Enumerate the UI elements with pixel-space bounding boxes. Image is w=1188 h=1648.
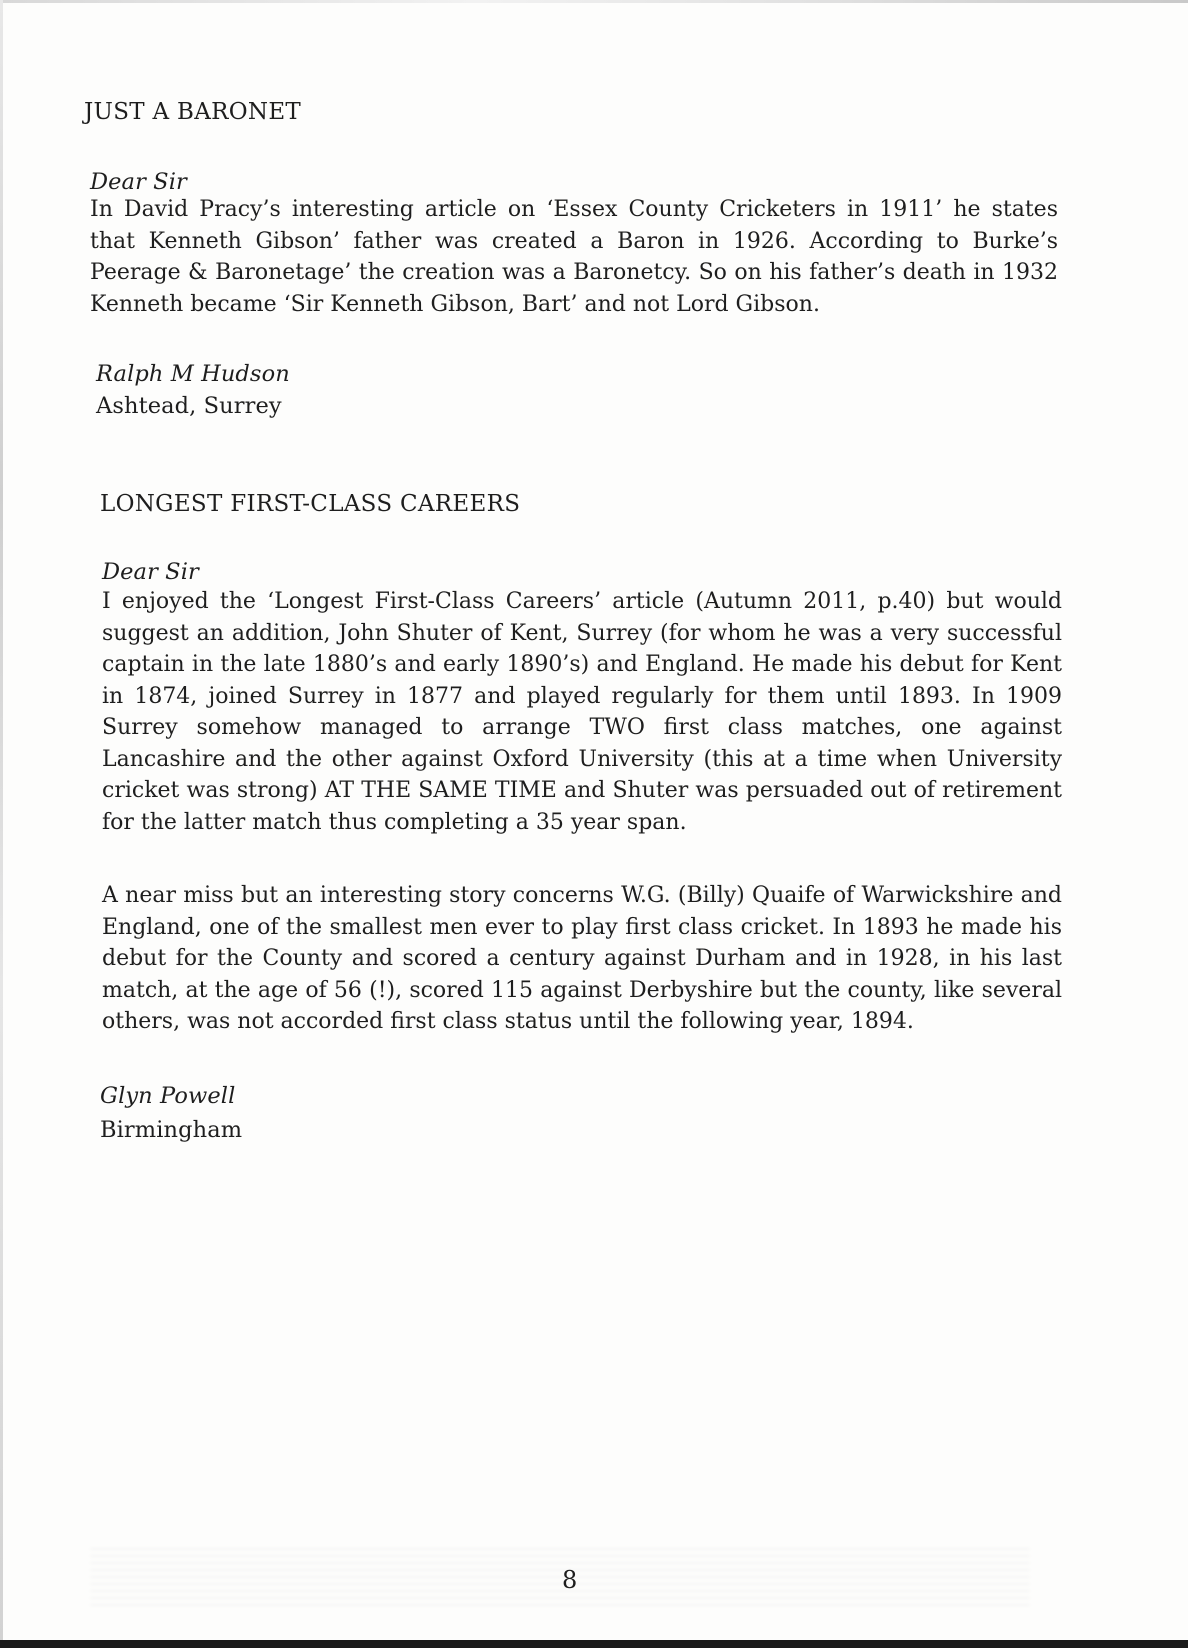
scan-edge-top xyxy=(0,0,1188,3)
letter-1-author: Ralph M Hudson xyxy=(96,361,290,387)
letter-1-body: In David Pracy’s interesting article on ‘Essex County Cricketers in 1911’ he states that Kenneth Gibson’ father was created a Baron in 1926. According to Burke’s Peerage & Baronetage’ the creation was a Baronetcy. So on his father’s death in 1932 Kenneth became ‘Sir Kenneth Gibson, Bart’ and not Lord Gibson. xyxy=(90,197,1058,317)
letter-2-author: Glyn Powell xyxy=(100,1083,236,1109)
letter-1-location: Ashtead, Surrey xyxy=(96,393,282,419)
scan-edge-bottom xyxy=(0,1640,1188,1648)
page-number: 8 xyxy=(562,1566,578,1594)
letter-2-location: Birmingham xyxy=(100,1117,243,1143)
show-through-texture xyxy=(90,1548,1030,1608)
letter-1-salutation: Dear Sir xyxy=(90,169,187,195)
letter-2-paragraph-2: A near miss but an interesting story concerns W.G. (Billy) Quaife of Warwickshire and England, one of the smallest men ever to play first class cricket. In 1893 he made his debut for the County and scored a century against Durham and in 1928, in his last match, at the age of 56 (!), scored 115 against Derbyshire but the county, like several others, was not accorded first class status until the following year, 1894. xyxy=(102,883,1062,1034)
scan-edge-left xyxy=(0,0,3,1648)
letter-1-heading: JUST A BARONET xyxy=(84,99,302,125)
letter-2-heading: LONGEST FIRST-CLASS CAREERS xyxy=(100,491,521,517)
letter-2-salutation: Dear Sir xyxy=(102,559,199,585)
letter-2-paragraph-1: I enjoyed the ‘Longest First-Class Careers’ article (Autumn 2011, p.40) but would suggest an addition, John Shuter of Kent, Surrey (for whom he was a very successful captain in the late 1880’s and early 1890’s) and England. He made his debut for Kent in 1874, joined Surrey in 1877 and played regularly for them until 1893. In 1909 Surrey somehow managed to arrange TWO first class matches, one against Lancashire and the other against Oxford University (this at a time when University cricket was strong) AT THE SAME TIME and Shuter was persuaded out of retirement for the latter match thus completing a 35 year span. xyxy=(102,589,1062,835)
